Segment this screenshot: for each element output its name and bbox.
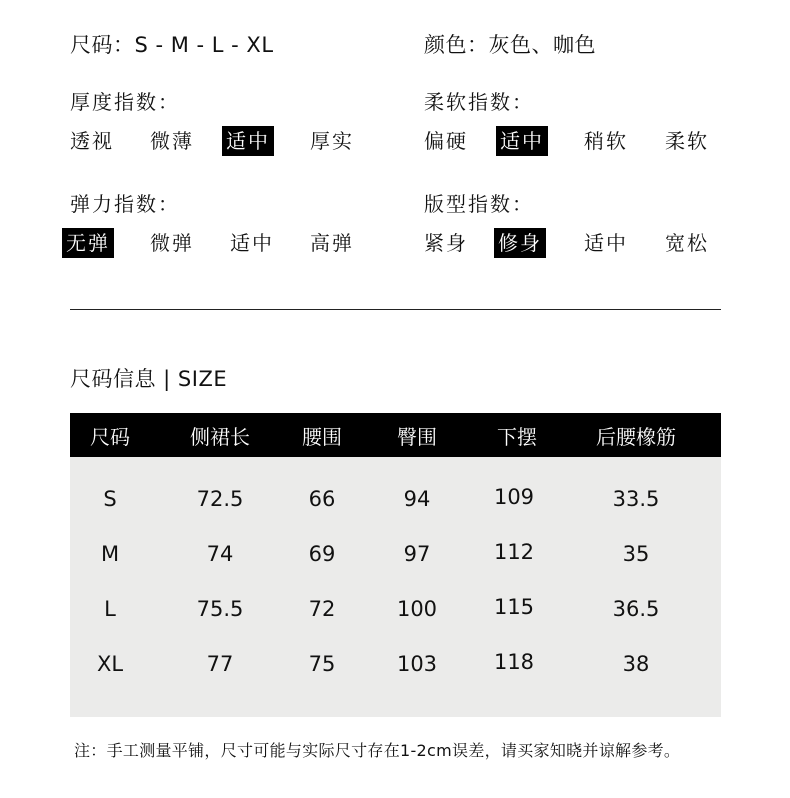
- table-cell: 74: [206, 542, 234, 566]
- elasticity-option: 适中: [230, 231, 274, 255]
- elasticity-option: 高弹: [310, 231, 354, 255]
- table-cell: 115: [493, 595, 535, 619]
- fit-option: 宽松: [665, 231, 709, 255]
- table-cell: 69: [308, 542, 336, 566]
- table-cell: XL: [96, 652, 124, 676]
- table-cell: 35: [622, 542, 650, 566]
- table-cell: 75.5: [196, 597, 244, 621]
- header-back-elastic: 后腰橡筋: [596, 425, 676, 449]
- size-info-title: 尺码信息 | SIZE: [70, 367, 228, 391]
- table-cell: 94: [403, 487, 431, 511]
- elasticity-option: 微弹: [150, 231, 194, 255]
- softness-index-label: 柔软指数：: [424, 90, 534, 114]
- softness-option: 柔软: [665, 129, 709, 153]
- table-cell: 75: [308, 652, 336, 676]
- table-cell: 36.5: [612, 597, 660, 621]
- softness-option-selected: 适中: [496, 126, 548, 156]
- fit-option: 紧身: [424, 231, 468, 255]
- table-cell: 118: [493, 650, 535, 674]
- header-hem: 下摆: [497, 425, 537, 449]
- table-cell: 33.5: [612, 487, 660, 511]
- table-cell: S: [103, 487, 117, 511]
- fit-option-selected: 修身: [494, 228, 546, 258]
- section-divider: [70, 309, 721, 310]
- softness-option: 稍软: [584, 129, 628, 153]
- table-cell: 103: [396, 652, 438, 676]
- size-table-body: [70, 457, 721, 717]
- table-cell: 100: [396, 597, 438, 621]
- thickness-option: 厚实: [310, 129, 354, 153]
- table-cell: 77: [206, 652, 234, 676]
- fit-option: 适中: [584, 231, 628, 255]
- table-cell: 109: [493, 485, 535, 509]
- header-size: 尺码: [90, 425, 130, 449]
- elasticity-option-selected: 无弹: [62, 228, 114, 258]
- table-cell: 66: [308, 487, 336, 511]
- measurement-note: 注：手工测量平铺，尺寸可能与实际尺寸存在1-2cm误差，请买家知晓并谅解参考。: [74, 741, 681, 760]
- thickness-option-selected: 适中: [222, 126, 274, 156]
- table-cell: L: [104, 597, 116, 621]
- table-cell: 38: [622, 652, 650, 676]
- softness-option: 偏硬: [424, 129, 468, 153]
- thickness-index-label: 厚度指数：: [70, 90, 180, 114]
- color-options: 颜色：灰色、咖色: [424, 33, 596, 57]
- elasticity-index-label: 弹力指数：: [70, 192, 180, 216]
- header-waist: 腰围: [302, 425, 342, 449]
- fit-index-label: 版型指数：: [424, 192, 534, 216]
- table-cell: 72.5: [196, 487, 244, 511]
- thickness-option: 微薄: [150, 129, 194, 153]
- table-cell: M: [100, 542, 120, 566]
- size-table-header: [70, 413, 721, 457]
- header-hip: 臀围: [397, 425, 437, 449]
- size-range: 尺码：S - M - L - XL: [70, 33, 274, 57]
- header-length: 侧裙长: [190, 425, 250, 449]
- table-cell: 97: [403, 542, 431, 566]
- table-cell: 112: [493, 540, 535, 564]
- thickness-option: 透视: [70, 129, 114, 153]
- table-cell: 72: [308, 597, 336, 621]
